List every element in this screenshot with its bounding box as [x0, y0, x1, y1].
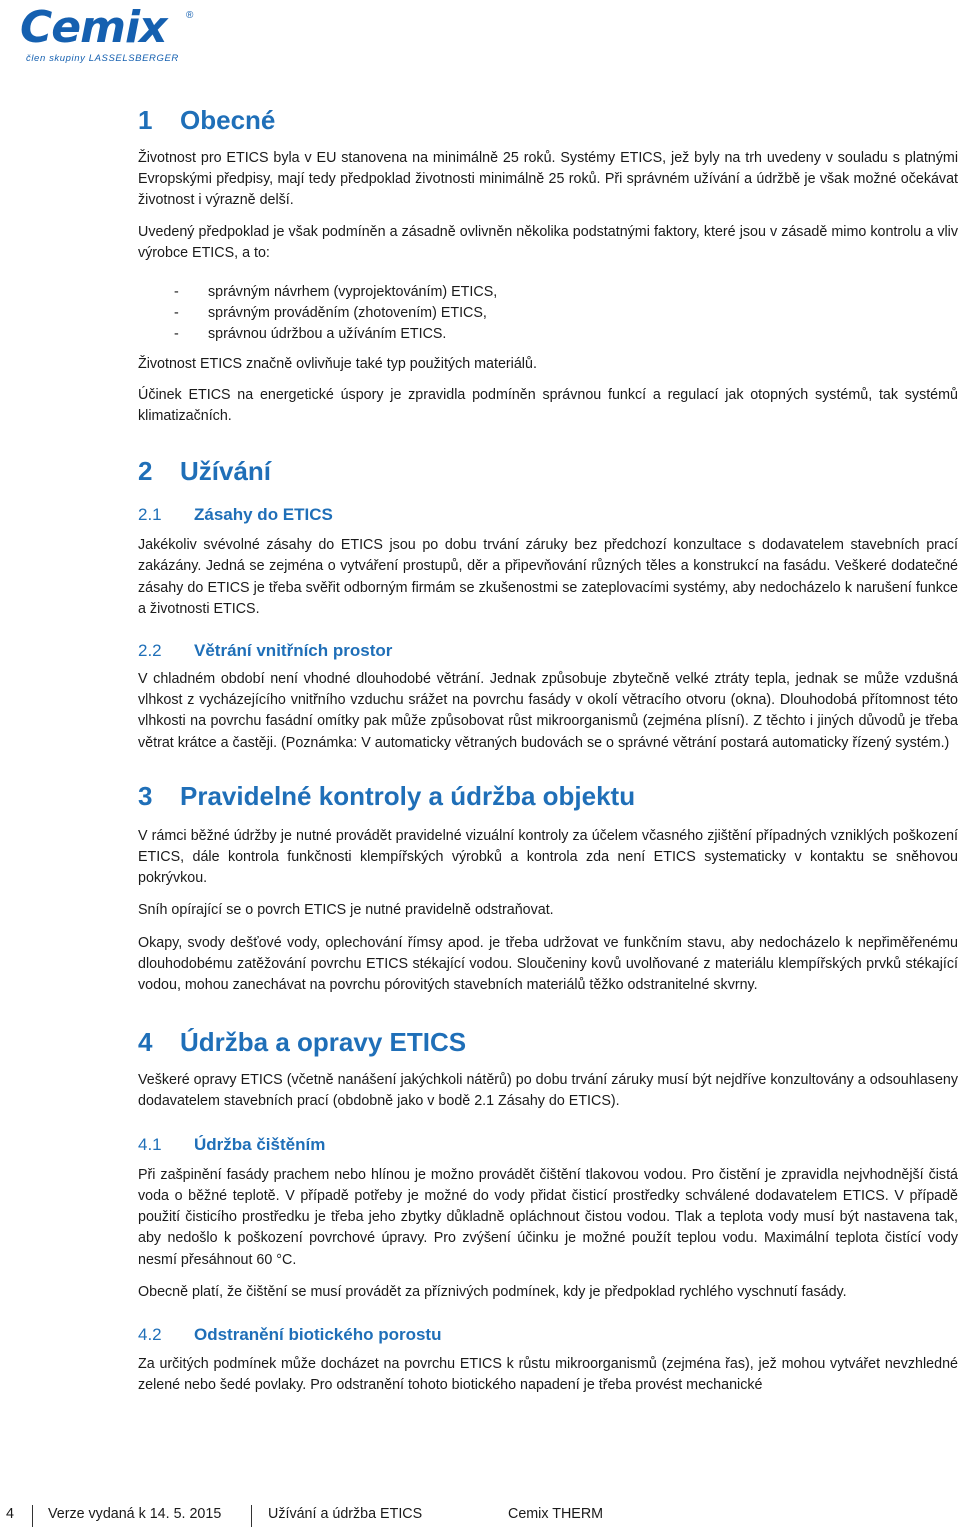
list-item: - správným návrhem (vyprojektováním) ETICS,	[174, 284, 498, 301]
list-item: - správným prováděním (zhotovením) ETICS,	[174, 305, 487, 322]
paragraph: Veškeré opravy ETICS (včetně nanášení jakýchkoli nátěrů) po dobu trvání záruky musí být nejdříve konzultovány a odsouhlaseny dodavatelem stavebních prací (obdobně jako v bodě 2.1 Zásahy do ETICS).	[138, 1072, 958, 1110]
logo-wordmark: Cemix	[20, 2, 167, 53]
footer-doc-title: Užívání a údržba ETICS	[268, 1506, 423, 1522]
paragraph: Životnost pro ETICS byla v EU stanovena na minimálně 25 roků. Systémy ETICS, jež byly na trh uvedeny v souladu s platnými Evropskými předpisy, mají tedy předpoklad životnosti minimálně 25 roků. Při správném užívání a údržbě je však možné očekávat životnost i výrazně delší.	[138, 150, 958, 209]
document-body	[138, 102, 958, 1396]
paragraph: Účinek ETICS na energetické úspory je zpravidla podmíněn správnou funkcí a regulací jak otopných systémů, tak systémů klimatizačních.	[138, 386, 958, 425]
heading-uzivani: 2 Užívání	[138, 456, 272, 487]
page-footer	[0, 1505, 960, 1529]
paragraph: Při zašpinění fasády prachem nebo hlínou je možno provádět čištění tlakovou vodou. Pro čistění je zpravidla nejvhodnější čistá voda o běžné teplotě. V případě potřeby je možné do vody přidat čisticí prostředky schválené dodavatelem ETICS. V případě použití čisticího prostředku je třeba jeho zbytky důkladně opláchnout čistou vodou. Tlak a teplota vody musí být nastavena tak, aby nedošlo k poškození povrchové úpravy. Pro zvýšení účinku je možné použít teplou vodu. Maximální teplota čistící vody nesmí přesáhnout 60 °C.	[138, 1166, 958, 1268]
logo-tagline: člen skupiny LASSELSBERGER	[26, 53, 179, 64]
paragraph: Uvedený předpoklad je však podmíněn a zásadně ovlivněn několika podstatnými faktory, které jsou v zásadě mimo kontrolu a vliv výrobce ETICS, a to:	[138, 223, 958, 261]
heading-obecne: 1 Obecné	[138, 105, 276, 135]
heading-zasahy: 2.1 Zásahy do ETICS	[138, 505, 333, 525]
heading-udrzba-cistenim: 4.1 Údržba čištěním	[138, 1134, 326, 1154]
factor-list	[138, 282, 958, 346]
paragraph: Obecně platí, že čištění se musí provádět za příznivých podmínek, kdy je předpoklad rychlého vyschnutí fasády.	[138, 1283, 847, 1300]
footer-divider	[251, 1505, 252, 1527]
heading-udrzba-opravy: 4 Údržba a opravy ETICS	[138, 1027, 467, 1058]
heading-kontroly: 3 Pravidelné kontroly a údržba objektu	[138, 780, 636, 811]
heading-vetrani: 2.2 Větrání vnitřních prostor	[138, 641, 393, 661]
cemix-logo	[20, 2, 200, 68]
paragraph: Za určitých podmínek může docházet na povrchu ETICS k růstu mikroorganismů (zejména řas), jež mohou vytvářet nevzhledné zelené nebo šedé povlaky. Pro odstranění tohoto biotického napadení je třeba provést mechanické	[138, 1355, 958, 1394]
heading-bioticky-porost: 4.2 Odstranění biotického porostu	[138, 1324, 442, 1344]
paragraph: Okapy, svody dešťové vody, oplechování římsy apod. je třeba udržovat ve funkčním stavu, aby nedocházelo k nepřiměřenému dlouhodobému zatěžování povrchu ETICS stékající vodou. Sloučeniny kovů uvolňované z materiálu klempířských prvků stékající vodou, mohou zanechávat na povrchu pórovitých stavebních materiálů těžko odstranitelné skvrny.	[138, 934, 958, 994]
page-number: 4	[6, 1506, 14, 1522]
footer-product: Cemix THERM	[508, 1506, 604, 1522]
paragraph: V chladném období není vhodné dlouhodobé větrání. Jednak způsobuje zbytečně velké ztráty tepla, jednak se může vzdušná vlhkost z vycházejícího vnitřního vzduchu srážet na povrchu fasády v okolí větracího otvoru (okna). Dlouhodobá přítomnost této vlhkosti na povrchu fasádní omítky pak může způsobovat růst mikroorganismů (zejména plísní). Z těchto i jiných důvodů je třeba větrat krátce a častěji. (Poznámka: V automaticky větraných budovách se o správné větrání postará automaticky řízený systém.)	[138, 671, 958, 751]
list-item: - správnou údržbou a užíváním ETICS.	[174, 326, 447, 343]
paragraph: Jakékoliv svévolné zásahy do ETICS jsou po dobu trvání záruky bez předchozí konzultace s dodavatelem stavebních prací zakázány. Jedná se zejména o vytváření prostupů, děr a připevňování různých těles a konstrukcí na fasádu. Veškeré dodatečné zásahy do ETICS je třeba svěřit odborným firmám se zkušenostmi se zateplovacími systémy, aby nedocházelo k narušení funkce a životnosti ETICS.	[138, 537, 958, 617]
footer-version: Verze vydaná k 14. 5. 2015	[48, 1506, 222, 1522]
paragraph: Sníh opírající se o povrch ETICS je nutné pravidelně odstraňovat.	[138, 902, 554, 919]
registered-mark: ®	[186, 10, 194, 21]
paragraph: Životnost ETICS značně ovlivňuje také typ použitých materiálů.	[138, 355, 537, 372]
paragraph: V rámci běžné údržby je nutné provádět pravidelné vizuální kontroly za účelem včasného zjištění případných vzniklých poškození ETICS, dále kontrola funkčnosti klempířských výrobků a kontrola zda není ETICS systematicky v kontaktu se sněhovou pokrývkou.	[138, 827, 958, 887]
footer-divider	[32, 1505, 33, 1527]
